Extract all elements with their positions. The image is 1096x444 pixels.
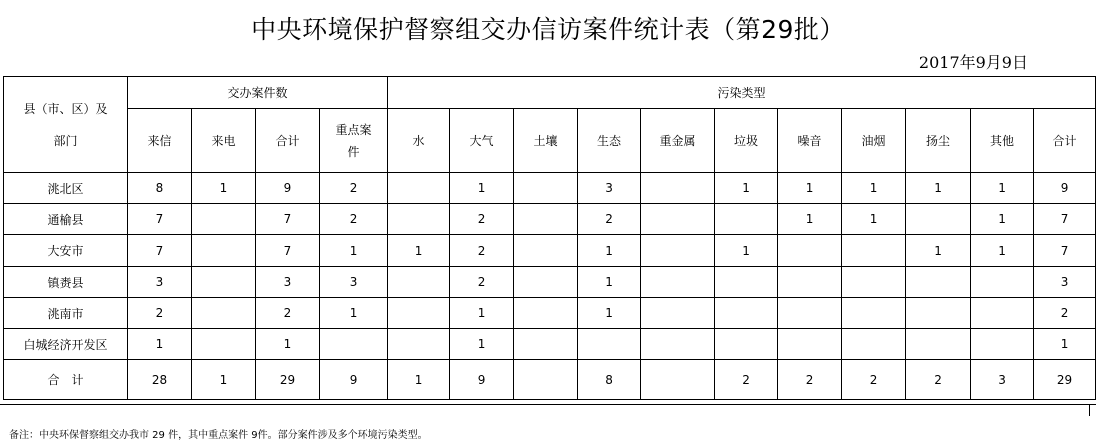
row-label: 镇赉县 [4, 267, 128, 298]
table-cell [842, 329, 906, 360]
table-cell [388, 267, 450, 298]
table-cell: 2 [128, 298, 192, 329]
assigned-group-header: 交办案件数 [128, 77, 388, 109]
column-header-label: 合计 [275, 133, 300, 148]
column-header-label: 生态 [597, 133, 622, 148]
table-cell: 1 [842, 204, 906, 235]
table-cell [514, 173, 578, 204]
table-cell: 1 [715, 173, 778, 204]
table-cell [971, 329, 1034, 360]
table-cell [320, 329, 388, 360]
table-cell: 1 [906, 235, 971, 267]
table-cell: 7 [1034, 204, 1096, 235]
table-cell: 7 [128, 204, 192, 235]
table-cell [715, 329, 778, 360]
table-cell: 3 [1034, 267, 1096, 298]
pollution-group-header: 污染类型 [388, 77, 1096, 109]
table-cell [192, 267, 256, 298]
column-header [778, 109, 842, 173]
table-cell [842, 267, 906, 298]
column-header [514, 109, 578, 173]
row-label: 白城经济开发区 [4, 329, 128, 360]
subheader-row [4, 109, 1096, 173]
table-cell: 8 [578, 360, 641, 400]
table-cell [388, 298, 450, 329]
row-label: 大安市 [4, 235, 128, 267]
column-header [256, 109, 320, 173]
table-cell: 7 [128, 235, 192, 267]
table-cell [192, 329, 256, 360]
table-cell [906, 267, 971, 298]
table-cell: 3 [128, 267, 192, 298]
table-cell: 28 [128, 360, 192, 400]
table-cell: 1 [578, 298, 641, 329]
table-cell [192, 235, 256, 267]
table-cell: 2 [715, 360, 778, 400]
table-cell [641, 360, 715, 400]
table-cell [778, 329, 842, 360]
table-cell [641, 173, 715, 204]
table-cell: 2 [1034, 298, 1096, 329]
table-cell [388, 204, 450, 235]
table-cell: 2 [320, 173, 388, 204]
column-header-label: 来信 [147, 133, 172, 148]
table-cell [641, 267, 715, 298]
table-cell: 1 [192, 173, 256, 204]
table-cell: 1 [450, 298, 514, 329]
table-cell: 2 [256, 298, 320, 329]
column-header [320, 109, 388, 173]
table-cell: 1 [388, 360, 450, 400]
report-date: 2017年9月9日 [918, 53, 1028, 72]
footnote [0, 404, 1096, 444]
column-header [450, 109, 514, 173]
column-header-label: 噪音 [797, 133, 822, 148]
row-label: 合 计 [4, 360, 128, 400]
column-header-label: 垃圾 [734, 133, 759, 148]
column-header-label: 来电 [211, 133, 236, 148]
table-cell: 1 [192, 360, 256, 400]
region-header: 县（市、区）及部门 [4, 77, 128, 173]
table-cell: 1 [578, 235, 641, 267]
column-header-label: 土壤 [533, 133, 558, 148]
table-cell: 1 [320, 298, 388, 329]
table-cell: 8 [128, 173, 192, 204]
table-cell: 3 [320, 267, 388, 298]
table-cell [778, 298, 842, 329]
column-header-label: 水 [412, 133, 425, 148]
table-cell [842, 298, 906, 329]
footnote-text: 备注：中央环保督察组交办我市 29 件，其中重点案件 9件。部分案件涉及多个环境污染类型。 [9, 430, 428, 441]
table-cell [641, 204, 715, 235]
table-cell: 3 [578, 173, 641, 204]
table-edge [1089, 404, 1090, 416]
table-cell [388, 329, 450, 360]
table-cell: 1 [778, 173, 842, 204]
table-cell: 2 [320, 204, 388, 235]
table-cell [514, 360, 578, 400]
table-cell [715, 267, 778, 298]
table-cell [778, 235, 842, 267]
table-row [4, 204, 1096, 235]
page-title: 中央环境保护督察组交办信访案件统计表（第29批） [251, 15, 845, 44]
table-cell [906, 329, 971, 360]
table-cell: 1 [906, 173, 971, 204]
table-cell: 3 [971, 360, 1034, 400]
table-cell: 7 [1034, 235, 1096, 267]
table-cell [641, 298, 715, 329]
table-cell: 2 [842, 360, 906, 400]
table-row [4, 329, 1096, 360]
table-cell: 3 [256, 267, 320, 298]
table-cell [641, 329, 715, 360]
table-cell: 1 [320, 235, 388, 267]
table-cell [906, 204, 971, 235]
table-body [4, 173, 1096, 400]
table-cell [715, 204, 778, 235]
table-cell: 1 [450, 329, 514, 360]
table-cell: 2 [778, 360, 842, 400]
table-cell: 1 [715, 235, 778, 267]
column-header [641, 109, 715, 173]
table-cell: 1 [450, 173, 514, 204]
row-label: 洮南市 [4, 298, 128, 329]
table-cell [578, 329, 641, 360]
table-cell: 2 [450, 204, 514, 235]
table-cell: 2 [906, 360, 971, 400]
column-header-label: 合计 [1052, 133, 1077, 148]
table-cell: 1 [971, 204, 1034, 235]
column-header-label: 大气 [469, 133, 494, 148]
table-cell: 1 [256, 329, 320, 360]
table-cell: 1 [778, 204, 842, 235]
table-cell: 1 [971, 173, 1034, 204]
table-cell [388, 173, 450, 204]
row-label: 洮北区 [4, 173, 128, 204]
column-header [906, 109, 971, 173]
column-header-label: 重金属 [659, 133, 696, 148]
table-cell: 1 [128, 329, 192, 360]
table-cell [514, 267, 578, 298]
table-row [4, 298, 1096, 329]
table-cell: 2 [450, 267, 514, 298]
table-cell: 9 [320, 360, 388, 400]
column-header-label: 重点案件 [335, 122, 372, 159]
column-header [842, 109, 906, 173]
table-cell: 7 [256, 235, 320, 267]
table-cell: 9 [256, 173, 320, 204]
row-label: 通榆县 [4, 204, 128, 235]
table-cell: 1 [971, 235, 1034, 267]
column-header [192, 109, 256, 173]
table-cell [842, 235, 906, 267]
table-cell: 9 [450, 360, 514, 400]
table-cell: 2 [450, 235, 514, 267]
table-cell: 2 [578, 204, 641, 235]
table-cell: 9 [1034, 173, 1096, 204]
table-row [4, 235, 1096, 267]
table-cell [778, 267, 842, 298]
table-cell [192, 204, 256, 235]
column-header-label: 其他 [990, 133, 1015, 148]
table-cell [514, 329, 578, 360]
table-row [4, 267, 1096, 298]
table-cell: 1 [842, 173, 906, 204]
table-cell [514, 298, 578, 329]
column-header-label: 扬尘 [926, 133, 951, 148]
statistics-table [3, 76, 1096, 400]
table-cell: 1 [388, 235, 450, 267]
column-header [971, 109, 1034, 173]
table-cell [514, 235, 578, 267]
table-cell [971, 267, 1034, 298]
table-cell [192, 298, 256, 329]
column-header [128, 109, 192, 173]
table-cell: 7 [256, 204, 320, 235]
table-cell [971, 298, 1034, 329]
table-cell [906, 298, 971, 329]
table-row [4, 360, 1096, 400]
table-cell: 1 [1034, 329, 1096, 360]
table-cell [514, 204, 578, 235]
column-header-label: 油烟 [861, 133, 886, 148]
column-header [388, 109, 450, 173]
table-cell [641, 235, 715, 267]
column-header [1034, 109, 1096, 173]
column-header [715, 109, 778, 173]
table-cell: 29 [256, 360, 320, 400]
table-cell: 1 [578, 267, 641, 298]
table-row [4, 173, 1096, 204]
column-header [578, 109, 641, 173]
table-cell [715, 298, 778, 329]
table-cell: 29 [1034, 360, 1096, 400]
